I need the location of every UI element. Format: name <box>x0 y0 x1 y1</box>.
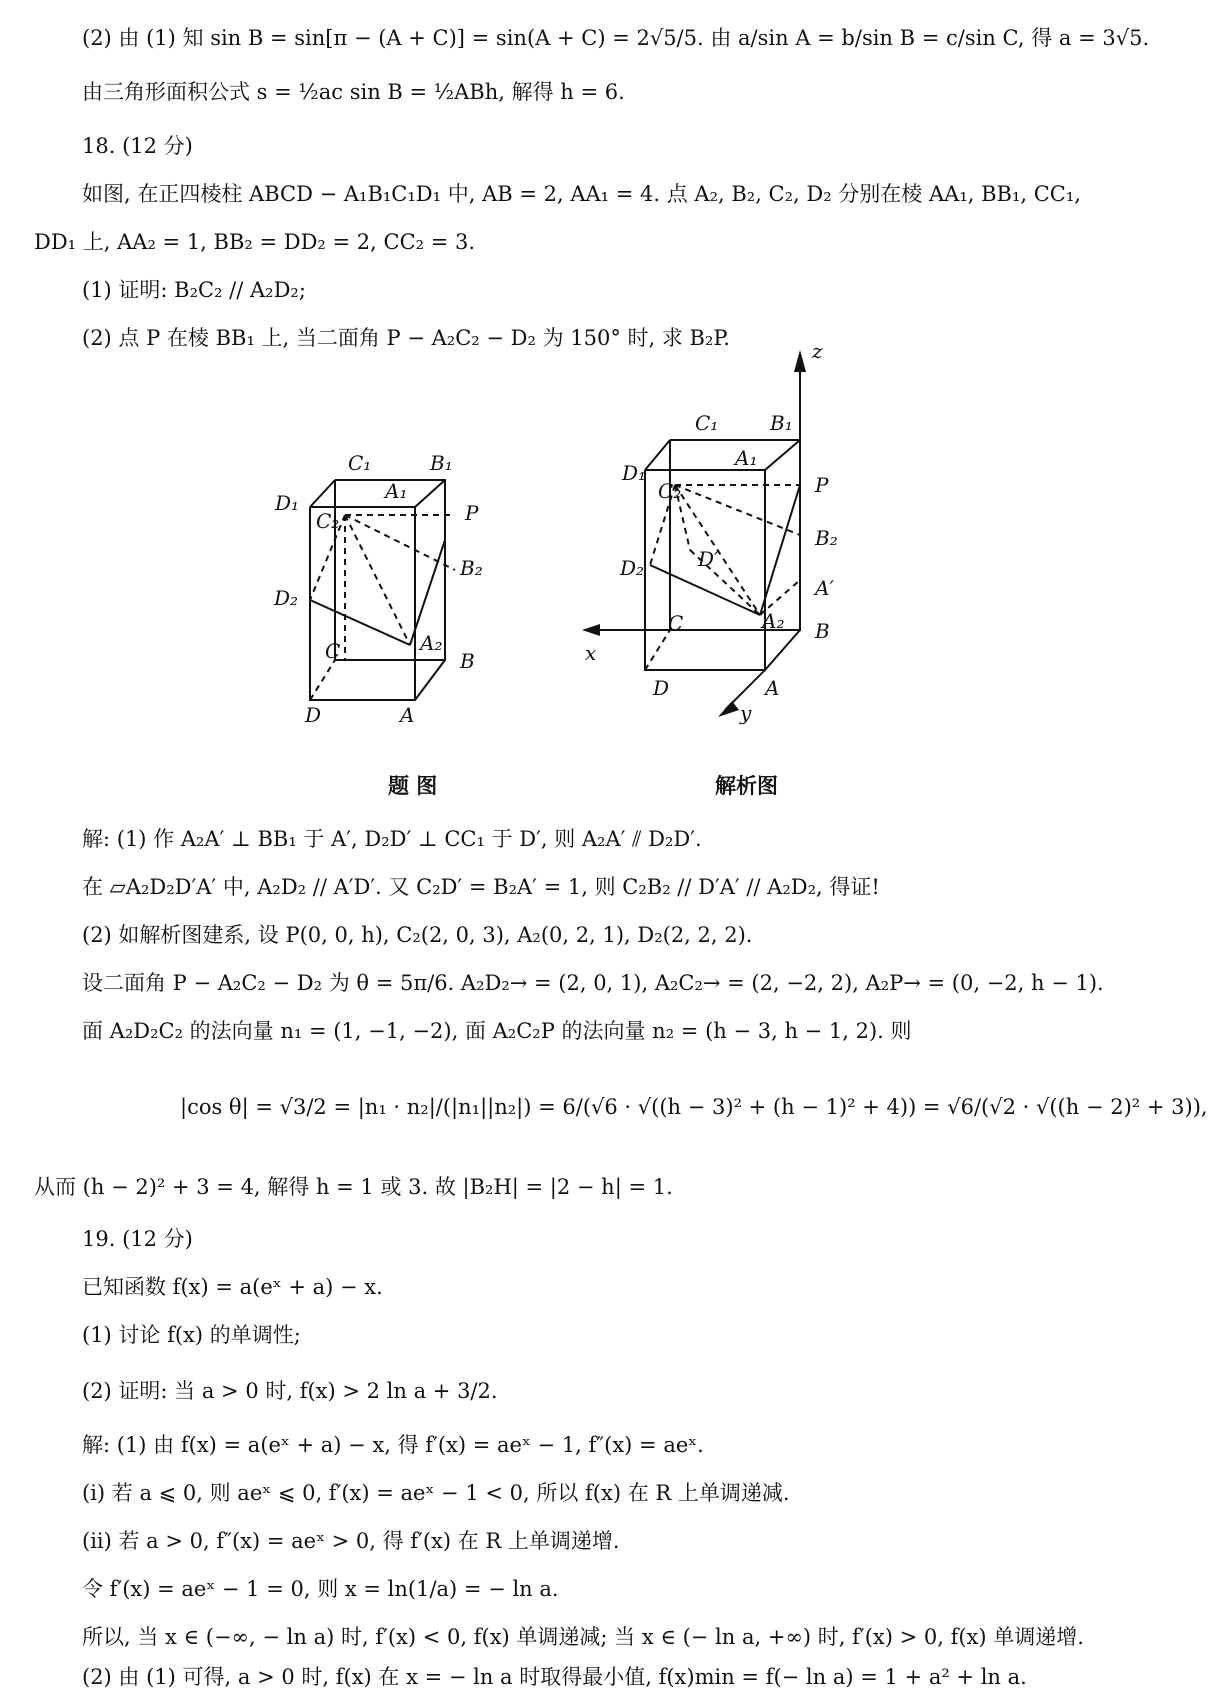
left-label-B: B <box>460 649 475 673</box>
right-figure-caption: 解析图 <box>715 773 778 798</box>
text-line-17: (1) 讨论 f(x) 的单调性; <box>82 1323 301 1347</box>
left-label-B1: B₁ <box>430 451 453 475</box>
right-label-D: D <box>653 676 670 700</box>
left-figure-caption: 题 图 <box>388 773 438 798</box>
left-label-C1: C₁ <box>348 451 372 475</box>
text-line-21: (ii) 若 a > 0, f″(x) = aeˣ > 0, 得 f′(x) 在 R 上单调递增. <box>82 1529 620 1553</box>
text-line-24: (2) 由 (1) 可得, a > 0 时, f(x) 在 x = − ln a 时取得最小值, f(x)min = f(− ln a) = 1 + a² + ln a. <box>82 1665 1027 1689</box>
text-line-10: (2) 如解析图建系, 设 P(0, 0, h), C₂(2, 0, 3), A₂(0, 2, 1), D₂(2, 2, 2). <box>82 923 753 947</box>
left-label-B2: B₂ <box>460 556 483 580</box>
figures <box>270 339 910 810</box>
text-line-16: 已知函数 f(x) = a(eˣ + a) − x. <box>82 1275 383 1299</box>
right-label-Dprime: D′ <box>698 547 719 571</box>
right-label-z: z <box>812 339 823 363</box>
geometry-figures <box>270 339 910 810</box>
text-line-11: 设二面角 P − A₂C₂ − D₂ 为 θ = 5π/6. A₂D₂→ = (2, 0, 1), A₂C₂→ = (2, −2, 2), A₂P→ = (0, −2, h − 1). <box>82 971 1104 995</box>
right-label-C1: C₁ <box>695 411 719 435</box>
right-label-D2: D₂ <box>620 556 645 580</box>
right-label-A1: A₁ <box>735 446 758 470</box>
right-label-C2: C₂ <box>658 479 682 503</box>
text-line-6: (1) 证明: B₂C₂ // A₂D₂; <box>82 278 306 302</box>
right-label-Aprime: A′ <box>815 576 834 600</box>
right-label-x: x <box>585 641 597 665</box>
right-label-P: P <box>815 473 829 497</box>
left-label-D: D <box>305 703 322 727</box>
text-line-20: (i) 若 a ⩽ 0, 则 aeˣ ⩽ 0, f′(x) = aeˣ − 1 < 0, 所以 f(x) 在 R 上单调递减. <box>82 1481 790 1505</box>
text-line-4: 如图, 在正四棱柱 ABCD − A₁B₁C₁D₁ 中, AB = 2, AA₁ = 4. 点 A₂, B₂, C₂, D₂ 分别在棱 AA₁, BB₁, CC₁, <box>82 182 1081 206</box>
text-line-22: 令 f′(x) = aeˣ − 1 = 0, 则 x = ln(1/a) = − ln a. <box>82 1577 559 1601</box>
text-line-14: 从而 (h − 2)² + 3 = 4, 解得 h = 1 或 3. 故 |B₂H| = |2 − h| = 1. <box>34 1175 673 1199</box>
solution-19-part1: 解: (1) 由 f(x) = a(eˣ + a) − x, 得 f′(x) = aeˣ − 1, f″(x) = aeˣ. <box>82 1433 704 1457</box>
text-line-18: (2) 证明: 当 a > 0 时, f(x) > 2 ln a + 3/2. <box>82 1379 498 1403</box>
right-label-A: A <box>765 676 780 700</box>
right-label-y: y <box>740 701 752 725</box>
problem-19-heading: 19. (12 分) <box>82 1227 193 1251</box>
left-label-C: C <box>325 639 341 663</box>
left-label-D2: D₂ <box>274 586 299 610</box>
text-line-23: 所以, 当 x ∈ (−∞, − ln a) 时, f′(x) < 0, f(x) 单调递减; 当 x ∈ (− ln a, +∞) 时, f′(x) > 0, f(x) 单调递增. <box>82 1625 1084 1649</box>
left-label-C2: C₂ <box>316 509 340 533</box>
right-label-B: B <box>815 619 830 643</box>
problem-18-heading: 18. (12 分) <box>82 134 193 158</box>
left-label-A2: A₂ <box>420 631 443 655</box>
left-label-P: P <box>465 501 479 525</box>
left-label-A1: A₁ <box>385 479 408 503</box>
text-line-5: DD₁ 上, AA₂ = 1, BB₂ = DD₂ = 2, CC₂ = 3. <box>34 230 476 254</box>
text-line-12: 面 A₂D₂C₂ 的法向量 n₁ = (1, −1, −2), 面 A₂C₂P 的法向量 n₂ = (h − 3, h − 1, 2). 则 <box>82 1019 912 1043</box>
cos-formula: |cos θ| = √3/2 = |n₁ · n₂|/(|n₁||n₂|) = 6/(√6 · √((h − 3)² + (h − 1)² + 4)) = √6/(√2 · √((h − 2)² + 3)), <box>180 1095 1208 1119</box>
left-label-A: A <box>400 703 415 727</box>
left-label-D1: D₁ <box>275 491 300 515</box>
text-line-2: 由三角形面积公式 s = ½ac sin B = ½ABh, 解得 h = 6. <box>82 80 625 104</box>
right-label-B2: B₂ <box>815 526 838 550</box>
solution-18-part1: 解: (1) 作 A₂A′ ⊥ BB₁ 于 A′, D₂D′ ⊥ CC₁ 于 D′, 则 A₂A′ ⫽ D₂D′. <box>82 827 702 851</box>
text-line-9: 在 ▱A₂D₂D′A′ 中, A₂D₂ // A′D′. 又 C₂D′ = B₂A′ = 1, 则 C₂B₂ // D′A′ // A₂D₂, 得证! <box>82 875 880 899</box>
right-label-C: C <box>668 611 684 635</box>
right-label-B1: B₁ <box>770 411 793 435</box>
right-label-A2: A₂ <box>762 609 785 633</box>
text-line-1: (2) 由 (1) 知 sin B = sin[π − (A + C)] = sin(A + C) = 2√5/5. 由 a/sin A = b/sin B = c/sin C, 得 a = 3√5. <box>82 26 1150 50</box>
text-line-7: (2) 点 P 在棱 BB₁ 上, 当二面角 P − A₂C₂ − D₂ 为 150° 时, 求 B₂P. <box>82 326 730 350</box>
right-label-D1: D₁ <box>622 461 647 485</box>
